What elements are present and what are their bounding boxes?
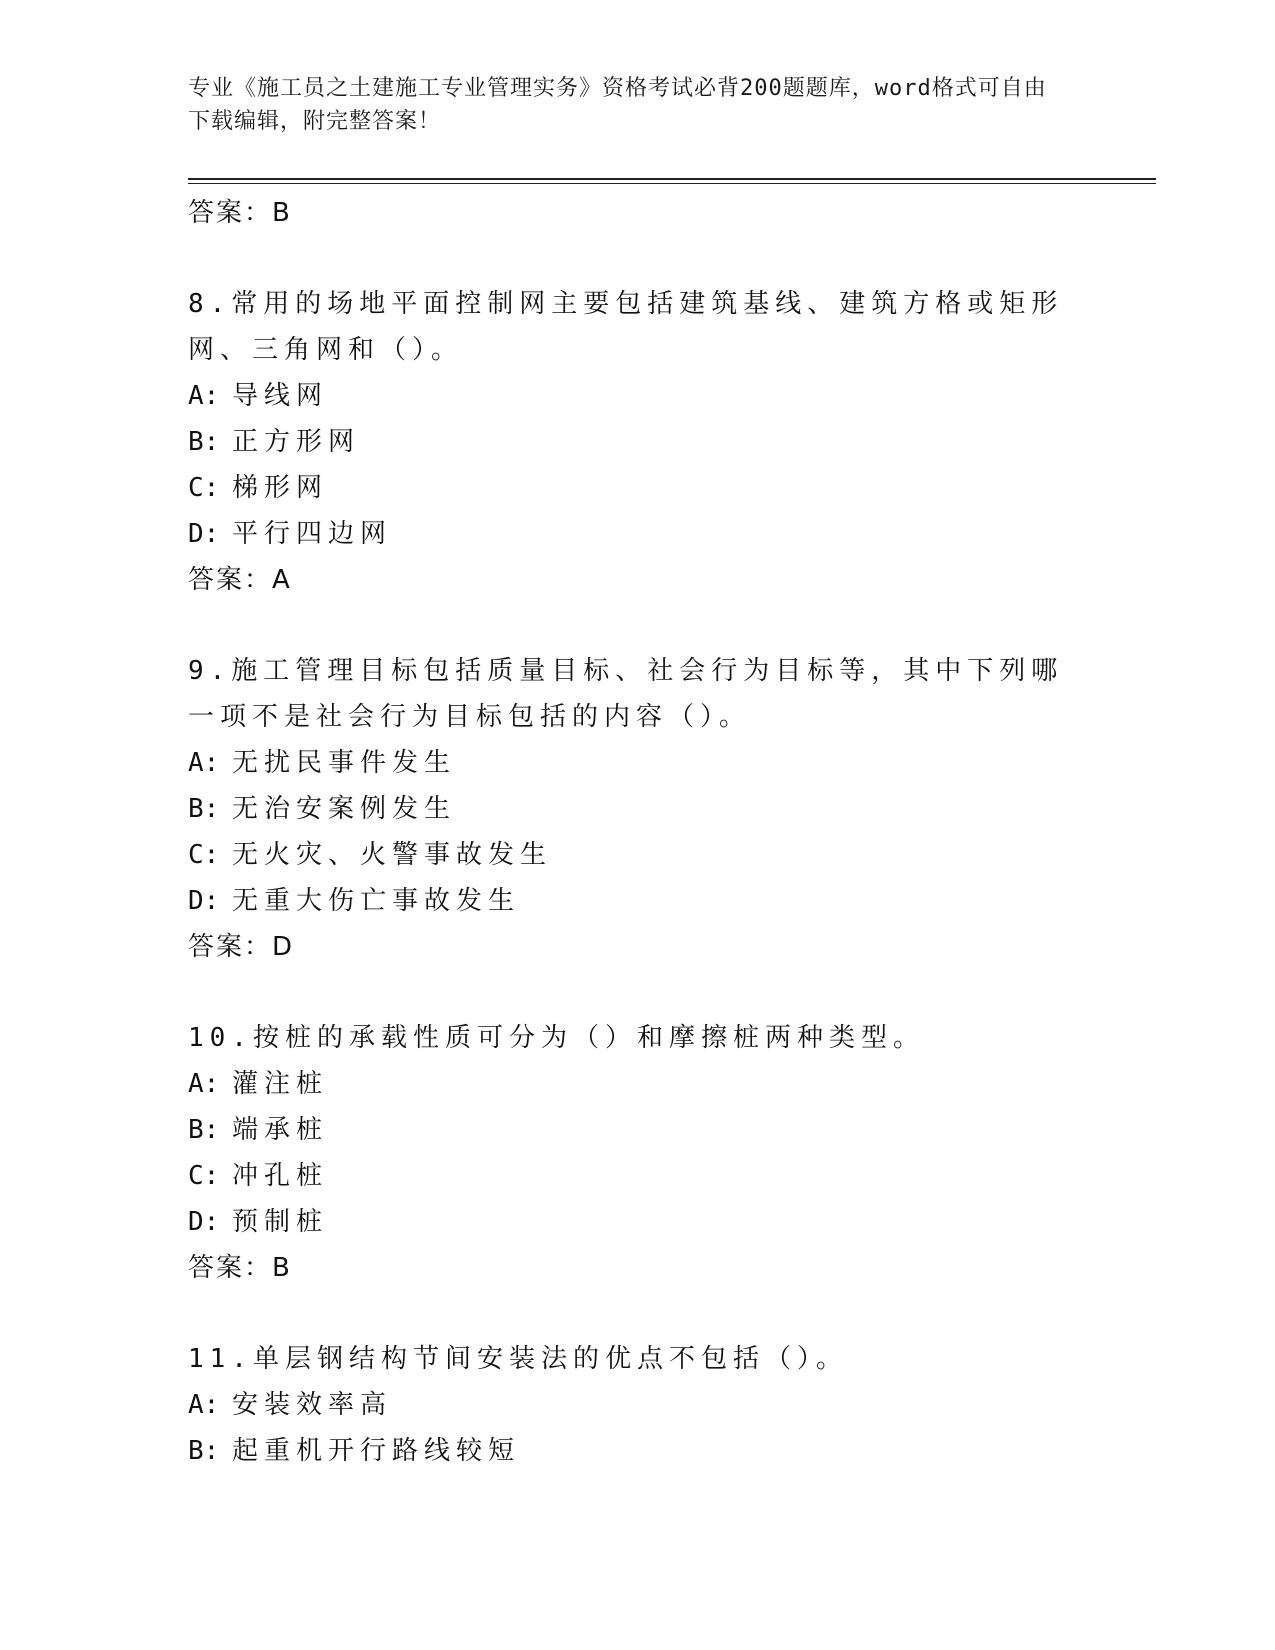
option-letter: B: — [188, 1436, 220, 1466]
answer-line: 答案：B — [188, 1253, 292, 1283]
question-block — [188, 648, 1088, 970]
option-letter: B: — [188, 1115, 220, 1145]
option-a — [188, 1382, 1088, 1428]
question-text: 11.单层钢结构节间安装法的优点不包括（）。 — [188, 1344, 848, 1374]
question-text: 9.施工管理目标包括质量目标、社会行为目标等，其中下列哪一项不是社会行为目标包括的内容（）。 — [188, 656, 1064, 732]
option-text: 端承桩 — [232, 1115, 329, 1145]
option-text: 平行四边网 — [232, 519, 393, 549]
option-text: 冲孔桩 — [232, 1161, 329, 1191]
answer-line: 答案：D — [188, 932, 295, 962]
option-letter: A: — [188, 381, 220, 411]
question-text: 10.按桩的承载性质可分为（）和摩擦桩两种类型。 — [188, 1023, 925, 1053]
option-b — [188, 419, 1088, 465]
option-c — [188, 465, 1088, 511]
option-d — [188, 1199, 1088, 1245]
option-letter: A: — [188, 1390, 220, 1420]
option-b — [188, 1428, 1088, 1474]
option-letter: A: — [188, 1069, 220, 1099]
option-b — [188, 1107, 1088, 1153]
option-text: 无治安案例发生 — [232, 794, 457, 824]
option-letter: C: — [188, 1161, 220, 1191]
option-letter: D: — [188, 1207, 220, 1237]
question-block — [188, 1336, 1088, 1474]
option-text: 起重机开行路线较短 — [232, 1436, 521, 1466]
option-letter: D: — [188, 886, 220, 916]
option-text: 预制桩 — [232, 1207, 329, 1237]
option-text: 无扰民事件发生 — [232, 748, 457, 778]
option-letter: C: — [188, 840, 220, 870]
option-d — [188, 511, 1088, 557]
option-letter: B: — [188, 427, 220, 457]
question-text: 8.常用的场地平面控制网主要包括建筑基线、建筑方格或矩形网、三角网和（）。 — [188, 289, 1064, 365]
option-text: 安装效率高 — [232, 1390, 393, 1420]
option-letter: D: — [188, 519, 220, 549]
option-c — [188, 1153, 1088, 1199]
option-c — [188, 832, 1088, 878]
option-text: 无火灾、火警事故发生 — [232, 840, 553, 870]
document-header: 专业《施工员之土建施工专业管理实务》资格考试必背200题题库，word格式可自由下载编辑，附完整答案！ — [188, 76, 1047, 134]
header-divider-thin — [188, 183, 1156, 184]
option-letter: C: — [188, 473, 220, 503]
header-divider — [188, 178, 1156, 180]
option-a — [188, 373, 1088, 419]
answer-line: 答案：B — [188, 198, 292, 228]
option-a — [188, 740, 1088, 786]
option-a — [188, 1061, 1088, 1107]
option-text: 灌注桩 — [232, 1069, 329, 1099]
option-text: 无重大伤亡事故发生 — [232, 886, 521, 916]
option-d — [188, 878, 1088, 924]
question-block — [188, 281, 1088, 603]
option-text: 梯形网 — [232, 473, 329, 503]
option-text: 正方形网 — [232, 427, 361, 457]
option-text: 导线网 — [232, 381, 329, 411]
option-letter: B: — [188, 794, 220, 824]
question-block — [188, 1015, 1088, 1291]
answer-line: 答案：A — [188, 565, 292, 595]
option-b — [188, 786, 1088, 832]
question-list — [188, 190, 1088, 1474]
option-letter: A: — [188, 748, 220, 778]
